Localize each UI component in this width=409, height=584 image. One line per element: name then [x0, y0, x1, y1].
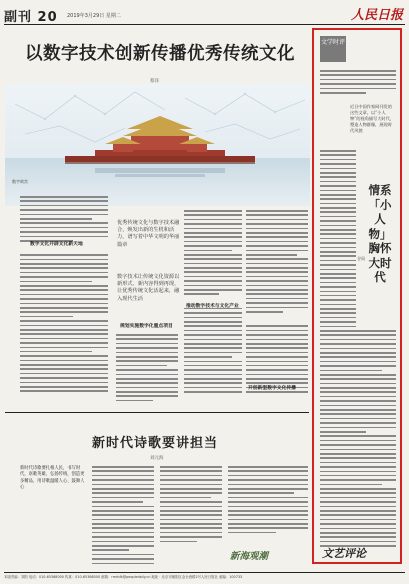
second-column-2	[160, 466, 222, 546]
hero-image	[5, 84, 310, 206]
second-headline: 新时代诗歌要讲担当	[91, 436, 218, 451]
hero-caption: 数字故宫	[12, 179, 28, 184]
second-intro: 新时代诗歌要扎根人民，书写时代，讴歌英雄，弘扬传统，创造更多精品，用诗歌温暖人心、鼓舞人心	[20, 466, 85, 490]
palace-illustration	[5, 84, 310, 206]
second-column-1	[92, 466, 154, 566]
pull-quote-1: 优秀传统文化与数字技术融合，焕发出新的生机和活力，谱写着中华文明的华丽篇章	[117, 220, 180, 248]
article-column-2	[116, 334, 178, 404]
masthead	[4, 4, 405, 25]
article-column-4	[246, 210, 308, 406]
sidebar-text-left	[320, 150, 356, 350]
main-headline: 以数字技术创新传播优秀传统文化	[25, 44, 295, 64]
sidebar-intro-lines	[320, 70, 396, 96]
sidebar-title: 情系「小人物」 胸怀大时代	[368, 183, 392, 284]
section-label: 副刊 20	[4, 10, 58, 25]
page-footer: 本版责编：刘阳 电话：010-65368000 传真：010-65368000 邮箱：rmrbfk@peopledaily.cn 地址：北京市朝阳区金台西路2号人民日报社 邮编：100733	[4, 572, 405, 581]
column-logo: 文学时评	[320, 36, 346, 62]
main-byline: 蔡泽	[150, 79, 159, 84]
subhead-3: 推动数字技术与文化产业	[186, 304, 239, 309]
sidebar-feature	[312, 28, 402, 564]
issue-date: 2019年3月29日 星期二	[67, 13, 121, 19]
pull-quote-2: 数字技术让传统文化资源以新形式、新内容得到再现，让优秀传统文化活起来，融入现代生活	[117, 274, 180, 302]
second-byline: 刘元海	[150, 456, 164, 461]
subhead-4: 开创新型数字文化传播	[248, 386, 296, 391]
promo-column-right: 文艺评论	[322, 547, 366, 560]
newspaper-logo: 人民日报	[350, 8, 403, 23]
promo-column-left: 新海观潮	[230, 551, 269, 562]
subhead-2: 规划实施数字化重点项目	[120, 324, 173, 329]
sidebar-author: 谷雨	[357, 256, 365, 261]
section-divider	[5, 412, 309, 413]
article-column-1	[20, 196, 108, 396]
second-column-3	[228, 466, 308, 544]
sidebar-description: 近日中国作家网刊发的这些文章，以“小人物”的视角描写大时代，塑造人物群像，展现时代风貌	[350, 104, 395, 133]
subhead-1: 数字文化开辟文化新天地	[30, 242, 83, 247]
sidebar-text-lower	[320, 330, 396, 556]
